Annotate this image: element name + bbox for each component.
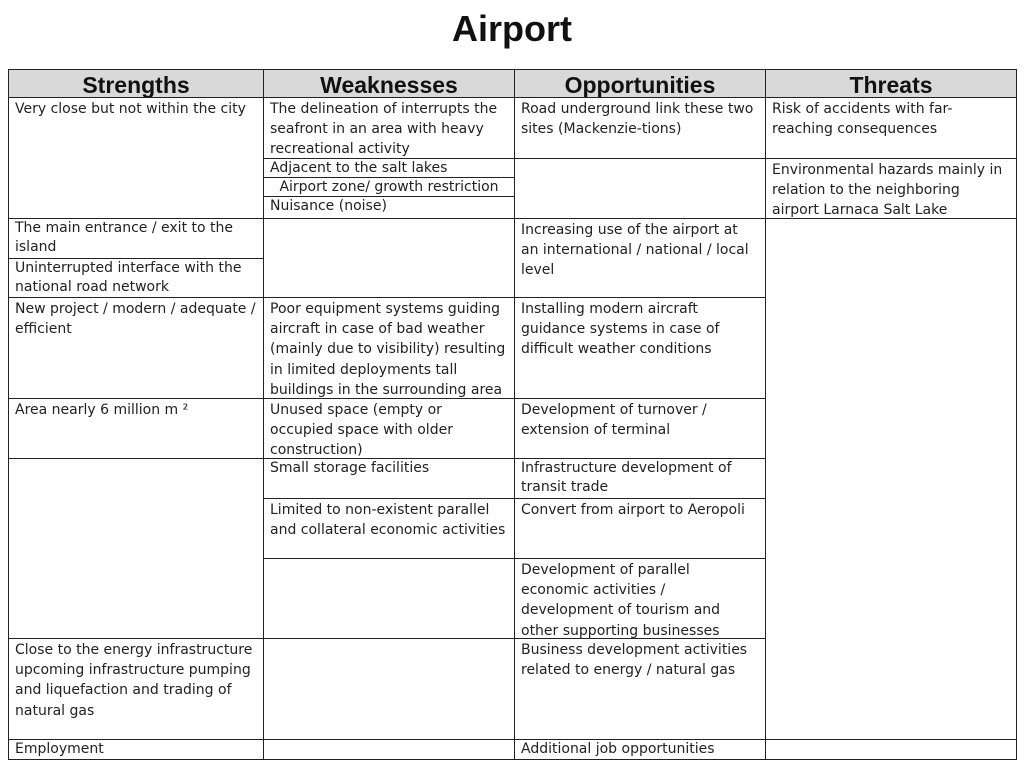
weakness-cell-6: Unused space (empty or occupied space with older construction) xyxy=(263,398,515,459)
weakness-cell-8: Limited to non-existent parallel and collateral economic activities xyxy=(263,498,515,559)
opportunity-cell-5: Infrastructure development of transit trade xyxy=(514,458,766,499)
threat-cell-empty-2 xyxy=(765,739,1017,760)
opportunity-cell-3: Installing modern aircraft guidance systems in case of difficult weather conditions xyxy=(514,297,766,399)
opportunity-cell-4: Development of turnover / extension of terminal xyxy=(514,398,766,459)
weakness-cell-2: Adjacent to the salt lakes xyxy=(263,158,515,178)
weakness-cell-1: The delineation of interrupts the seafront in an area with heavy recreational activity xyxy=(263,97,515,159)
weakness-cell-empty-4 xyxy=(263,739,515,760)
strength-cell-1: Very close but not within the city xyxy=(8,97,264,219)
threat-cell-2: Environmental hazards mainly in relation to the neighboring airport Larnaca Salt Lake xyxy=(765,158,1017,219)
opportunity-cell-8: Business development activities related to energy / natural gas xyxy=(514,638,766,740)
header-weaknesses: Weaknesses xyxy=(263,69,515,98)
opportunity-cell-2: Increasing use of the airport at an international / national / local level xyxy=(514,218,766,298)
header-threats: Threats xyxy=(765,69,1017,98)
strength-cell-2: The main entrance / exit to the island xyxy=(8,218,264,259)
opportunity-cell-9: Additional job opportunities xyxy=(514,739,766,760)
opportunity-cell-6: Convert from airport to Aeropoli xyxy=(514,498,766,559)
strength-cell-4: New project / modern / adequate / efficient xyxy=(8,297,264,399)
weakness-cell-4: Nuisance (noise) xyxy=(263,196,515,219)
weakness-cell-empty-2 xyxy=(263,558,515,639)
header-opportunities: Opportunities xyxy=(514,69,766,98)
strength-cell-5: Area nearly 6 million m ² xyxy=(8,398,264,459)
opportunity-cell-empty xyxy=(514,158,766,219)
weakness-cell-3: Airport zone/ growth restriction xyxy=(263,177,515,197)
weakness-cell-5: Poor equipment systems guiding aircraft in case of bad weather (mainly due to visibility) resulting in limited deployments tall buildings in the surrounding area xyxy=(263,297,515,399)
threat-cell-1: Risk of accidents with far-reaching consequences xyxy=(765,97,1017,159)
strength-cell-6: Close to the energy infrastructure upcoming infrastructure pumping and liquefaction and trading of natural gas xyxy=(8,638,264,740)
strength-cell-3: Uninterrupted interface with the national road network xyxy=(8,258,264,298)
opportunity-cell-7: Development of parallel economic activities / development of tourism and other supporting businesses xyxy=(514,558,766,639)
header-strengths: Strengths xyxy=(8,69,264,98)
weakness-cell-empty-3 xyxy=(263,638,515,740)
strength-cell-7: Employment xyxy=(8,739,264,760)
threat-cell-empty-1 xyxy=(765,218,1017,740)
weakness-cell-7: Small storage facilities xyxy=(263,458,515,499)
weakness-cell-empty-1 xyxy=(263,218,515,298)
page-title: Airport xyxy=(452,8,572,49)
opportunity-cell-1: Road underground link these two sites (Mackenzie-tions) xyxy=(514,97,766,159)
strength-cell-empty xyxy=(8,458,264,639)
